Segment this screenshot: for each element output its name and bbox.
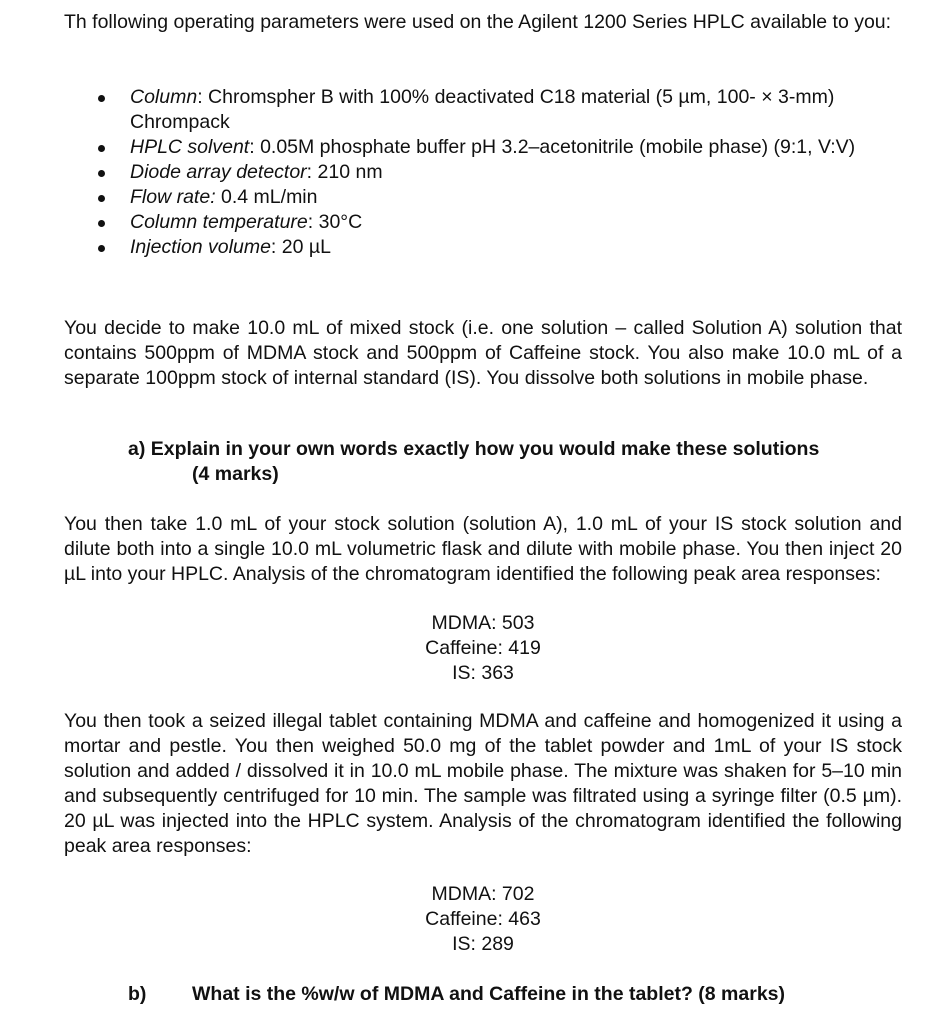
parameter-label: Injection volume xyxy=(130,236,271,258)
sample-peak-areas xyxy=(383,882,583,957)
parameter-label: Column xyxy=(130,86,198,108)
parameter-value: 210 nm xyxy=(317,161,383,183)
parameter-label: Flow rate: xyxy=(130,186,216,208)
parameter-item-injection-volume xyxy=(98,235,904,260)
paragraph-standard-injection: You then take 1.0 mL of your stock solution (solution A), 1.0 mL of your IS stock solution and dilute both into a single 10.0 mL volumetric flask and dilute with mobile phase. You then inject 20 µL into your HPLC. Analysis of the chromatogram identified the following peak area responses: xyxy=(64,513,902,585)
parameter-separator: : xyxy=(249,136,261,158)
parameter-value: 0.05M phosphate buffer pH 3.2–acetonitrile (mobile phase) (9:1, V:V) xyxy=(260,136,856,158)
parameter-item-detector xyxy=(98,160,904,185)
question-a xyxy=(128,437,898,487)
parameter-item-column xyxy=(98,85,904,135)
paragraph-tablet-sample: You then took a seized illegal tablet containing MDMA and caffeine and homogenized it using a mortar and pestle. You then weighed 50.0 mg of the tablet powder and 1mL of your IS stock solution and added / dissolved it in 10.0 mL mobile phase. The mixture was shaken for 5–10 min and subsequently centrifuged for 10 min. The sample was filtrated using a syringe filter (0.5 µm). 20 µL was injected into the HPLC system. Analysis of the chromatogram identified the following peak area responses: xyxy=(64,710,902,857)
parameter-separator: : xyxy=(270,236,282,258)
parameter-label: Column temperature xyxy=(130,211,308,233)
question-a-text: a) Explain in your own words exactly how you would make these solutions xyxy=(128,438,820,460)
peak-area-caffeine: Caffeine: 463 xyxy=(425,908,541,930)
parameter-separator: : xyxy=(307,211,319,233)
question-b xyxy=(128,982,908,1007)
parameter-value: 30°C xyxy=(318,211,363,233)
question-a-marks: (4 marks) xyxy=(192,463,279,485)
intro-text: Th following operating parameters were used on the Agilent 1200 Series HPLC available to you: xyxy=(64,11,892,33)
parameter-value: Chromspher B with 100% deactivated C18 material (5 µm, 100- × 3-mm) Chrompack xyxy=(130,86,835,133)
peak-area-mdma: MDMA: 503 xyxy=(431,612,535,634)
parameter-item-flow-rate xyxy=(98,185,904,210)
question-b-text: What is the %w/w of MDMA and Caffeine in the tablet? (8 marks) xyxy=(192,983,785,1005)
peak-area-is: IS: 289 xyxy=(452,933,514,955)
parameter-value: 20 µL xyxy=(281,236,331,258)
parameter-separator: : xyxy=(197,86,209,108)
parameter-separator: : xyxy=(306,161,318,183)
parameter-item-hplc-solvent xyxy=(98,135,904,160)
parameter-value: 0.4 mL/min xyxy=(221,186,318,208)
paragraph-stock-solutions: You decide to make 10.0 mL of mixed stock (i.e. one solution – called Solution A) solution that contains 500ppm of MDMA stock and 500ppm of Caffeine stock. You also make 10.0 mL of a separate 100ppm stock of internal standard (IS). You dissolve both solutions in mobile phase. xyxy=(64,317,902,389)
question-b-number: b) xyxy=(128,983,147,1005)
peak-area-is: IS: 363 xyxy=(452,662,514,684)
standard-peak-areas xyxy=(383,611,583,686)
parameter-item-column-temperature xyxy=(98,210,904,235)
peak-area-caffeine: Caffeine: 419 xyxy=(425,637,541,659)
parameter-list xyxy=(98,85,904,260)
parameter-label: HPLC solvent xyxy=(130,136,250,158)
parameter-label: Diode array detector xyxy=(130,161,307,183)
peak-area-mdma: MDMA: 702 xyxy=(431,883,535,905)
